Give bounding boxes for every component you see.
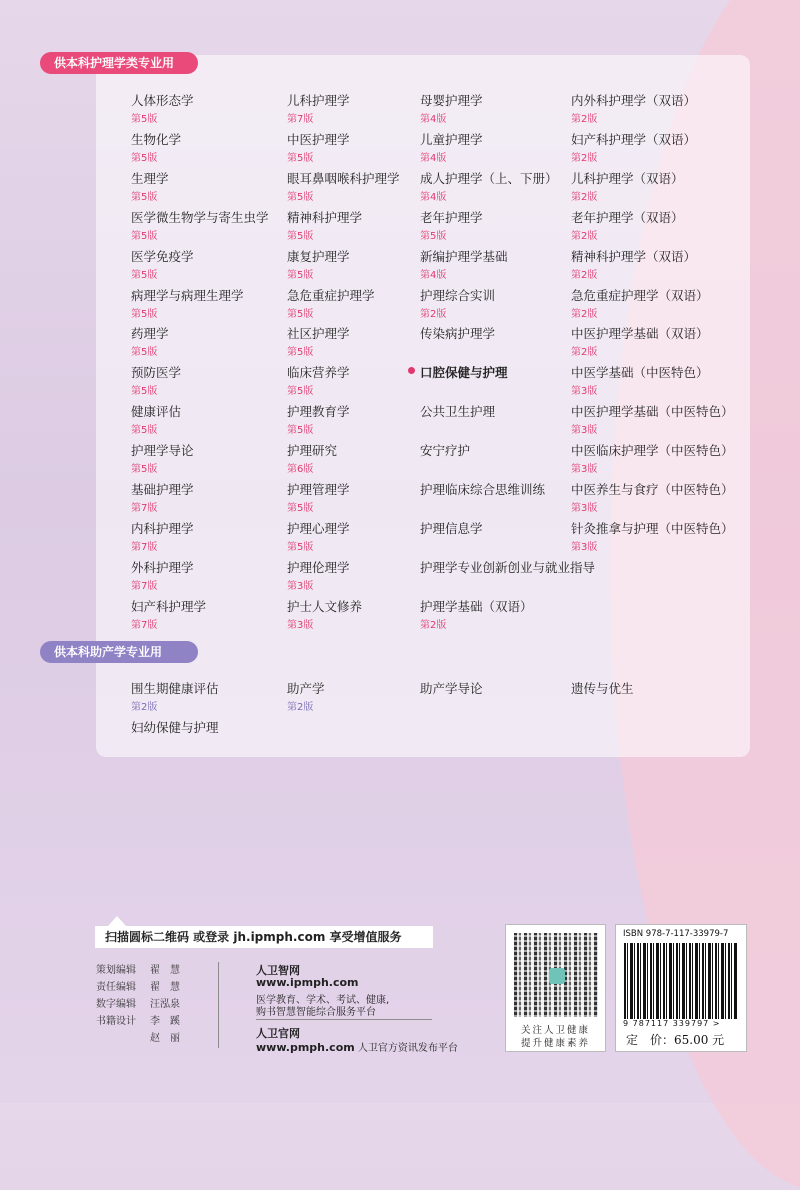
credit-row <box>96 1030 180 1047</box>
book-item <box>571 247 696 281</box>
book-title: 医学免疫学 <box>131 248 194 264</box>
nursing-section-tag: 供本科护理学类专业用 <box>40 52 198 74</box>
book-title: 急危重症护理学（双语） <box>571 287 709 303</box>
book-item <box>287 324 350 358</box>
credit-role: 数字编辑 <box>96 999 136 1010</box>
book-item <box>131 519 194 553</box>
book-title: 人体形态学 <box>131 93 194 108</box>
book-edition: 第3版 <box>571 425 598 437</box>
book-title: 健康评估 <box>131 404 182 420</box>
book-title: 护理信息学 <box>420 520 483 536</box>
book-item <box>287 558 350 592</box>
book-title: 康复护理学 <box>287 248 350 264</box>
book-edition: 第2版 <box>571 230 598 242</box>
book-item <box>571 480 734 514</box>
book-edition: 第5版 <box>287 503 314 514</box>
book-title: 护理研究 <box>287 443 338 459</box>
footer-divider-horizontal <box>256 1019 432 1020</box>
book-title: 中医养生与食疗（中医特色） <box>571 482 734 497</box>
book-edition: 第4版 <box>420 191 447 203</box>
book-edition: 第5版 <box>420 230 447 242</box>
book-edition: 第4版 <box>420 152 447 164</box>
book-item <box>131 679 219 713</box>
book-title: 护理学专业创新创业与就业指导 <box>420 559 596 575</box>
book-title: 生物化学 <box>131 131 182 147</box>
qr-logo-icon <box>549 968 565 984</box>
site1-name: 人卫智网 <box>256 964 300 977</box>
book-item <box>571 130 696 164</box>
credit-row <box>96 1013 180 1030</box>
book-item <box>287 208 362 242</box>
book-item <box>131 480 194 514</box>
book-edition: 第5版 <box>131 425 158 437</box>
book-title: 预防医学 <box>131 365 182 381</box>
book-edition: 第3版 <box>571 503 598 514</box>
book-item <box>420 286 495 320</box>
book-title: 护理管理学 <box>287 482 350 497</box>
book-title: 护理学导论 <box>131 443 194 459</box>
book-title: 中医护理学基础（中医特色） <box>571 404 734 420</box>
site2-desc: 人卫官方资讯发布平台 <box>357 1043 458 1054</box>
book-title: 安宁疗护 <box>420 443 471 459</box>
book-item <box>420 247 508 281</box>
book-title: 眼耳鼻咽喉科护理学 <box>287 170 400 186</box>
book-edition: 第2版 <box>571 114 598 125</box>
book-item <box>420 169 558 203</box>
book-item <box>420 208 483 242</box>
book-edition: 第2版 <box>571 191 598 203</box>
site1-desc2: 购书智慧智能综合服务平台 <box>256 1007 376 1018</box>
credit-name: 汪泓泉 <box>150 999 180 1010</box>
book-item <box>571 363 709 397</box>
book-edition: 第4版 <box>420 269 447 281</box>
credit-name: 翟 慧 <box>150 982 180 993</box>
scan-qr-instruction: 扫描圆标二维码 或登录 jh.ipmph.com 享受增值服务 <box>95 926 433 948</box>
book-title: 助产学导论 <box>420 681 483 696</box>
book-title: 妇幼保健与护理 <box>131 720 219 735</box>
book-item <box>287 286 375 320</box>
book-item <box>420 519 483 537</box>
book-title: 老年护理学 <box>420 209 483 225</box>
book-edition: 第2版 <box>287 702 314 713</box>
book-title: 护理综合实训 <box>420 287 496 303</box>
book-item <box>420 480 545 498</box>
book-item <box>420 679 483 697</box>
book-title: 护理学基础（双语） <box>420 598 533 614</box>
book-edition: 第3版 <box>287 619 314 631</box>
credit-row <box>96 996 180 1013</box>
book-item <box>287 597 362 631</box>
book-edition: 第5版 <box>131 114 158 125</box>
book-edition: 第5版 <box>131 269 158 281</box>
book-item <box>131 286 244 320</box>
price: 定 价：65.00 元 <box>626 1033 725 1047</box>
book-edition: 第7版 <box>131 503 158 514</box>
barcode-icon <box>624 943 738 1019</box>
book-item <box>287 247 350 281</box>
book-edition: 第5版 <box>287 269 314 281</box>
book-edition: 第2版 <box>420 308 447 320</box>
book-edition: 第2版 <box>420 619 447 631</box>
book-title: 中医临床护理学（中医特色） <box>571 443 734 459</box>
book-item <box>420 363 508 381</box>
book-title: 急危重症护理学 <box>287 287 375 303</box>
book-edition: 第7版 <box>131 580 158 592</box>
book-title: 精神科护理学 <box>287 209 363 225</box>
book-item <box>571 169 684 203</box>
book-edition: 第7版 <box>287 114 314 125</box>
book-title: 护理伦理学 <box>287 559 350 575</box>
book-title: 妇产科护理学（双语） <box>571 131 697 147</box>
qr-caption-2: 提升健康素养 <box>520 1038 590 1049</box>
book-item <box>287 169 400 203</box>
book-title: 护理心理学 <box>287 520 350 536</box>
book-item <box>131 441 194 475</box>
book-item <box>131 402 181 436</box>
book-edition: 第6版 <box>287 464 314 476</box>
isbn-digits: 9 787117 339797 > <box>623 1019 721 1028</box>
book-edition: 第2版 <box>571 308 598 320</box>
book-item <box>131 324 169 358</box>
book-item <box>287 679 325 713</box>
book-title: 精神科护理学（双语） <box>571 248 697 264</box>
book-edition: 第5版 <box>287 308 314 320</box>
book-edition: 第7版 <box>131 619 158 631</box>
book-edition: 第5版 <box>287 425 314 437</box>
book-edition: 第5版 <box>131 230 158 242</box>
book-title: 药理学 <box>131 326 169 342</box>
credit-row <box>96 962 180 979</box>
book-edition: 第2版 <box>571 269 598 281</box>
book-edition: 第5版 <box>287 541 314 553</box>
book-item <box>131 597 206 631</box>
book-title: 围生期健康评估 <box>131 681 219 696</box>
book-edition: 第3版 <box>571 541 598 553</box>
book-title: 中医学基础（中医特色） <box>571 365 709 381</box>
book-item <box>287 441 337 475</box>
book-title: 临床营养学 <box>287 365 350 381</box>
book-item <box>131 247 194 281</box>
book-item <box>420 130 483 164</box>
credit-name: 李 蹊 <box>150 1016 180 1027</box>
book-item <box>131 91 194 125</box>
book-title: 针灸推拿与护理（中医特色） <box>571 520 734 536</box>
site2-name: 人卫官网 <box>256 1027 300 1040</box>
book-title: 传染病护理学 <box>420 326 496 342</box>
qr-caption-1: 关注人卫健康 <box>520 1025 590 1036</box>
book-title: 内外科护理学（双语） <box>571 93 697 108</box>
book-title: 中医护理学 <box>287 131 350 147</box>
book-item <box>571 441 734 475</box>
book-item <box>571 324 709 358</box>
isbn-label: ISBN 978-7-117-33979-7 <box>623 929 729 939</box>
site2-url: www.pmph.com <box>256 1041 355 1054</box>
credit-role: 责任编辑 <box>96 982 136 993</box>
book-edition: 第5版 <box>287 386 314 398</box>
site1-url[interactable]: www.ipmph.com <box>256 976 359 989</box>
book-title: 护理临床综合思维训练 <box>420 482 546 497</box>
book-title: 妇产科护理学 <box>131 598 207 614</box>
book-edition: 第2版 <box>571 347 598 359</box>
book-edition: 第7版 <box>131 541 158 553</box>
book-item <box>571 402 734 436</box>
book-item <box>287 519 350 553</box>
book-item <box>420 597 533 631</box>
book-title: 中医护理学基础（双语） <box>571 326 709 342</box>
credit-name: 赵 丽 <box>150 1033 180 1044</box>
book-title: 老年护理学（双语） <box>571 209 684 225</box>
book-edition: 第5版 <box>131 464 158 476</box>
book-title: 成人护理学（上、下册） <box>420 170 558 186</box>
book-edition: 第4版 <box>420 114 447 125</box>
book-item <box>420 402 495 420</box>
book-edition: 第3版 <box>571 464 598 476</box>
qr-code-box <box>505 924 606 1052</box>
book-title: 助产学 <box>287 681 325 696</box>
book-item <box>287 130 350 164</box>
book-title: 社区护理学 <box>287 326 350 342</box>
book-edition: 第3版 <box>571 386 598 398</box>
book-title: 内科护理学 <box>131 520 194 536</box>
credit-role: 策划编辑 <box>96 965 136 976</box>
credit-name: 翟 慧 <box>150 965 180 976</box>
book-item <box>571 91 696 125</box>
book-edition: 第5版 <box>131 308 158 320</box>
book-item <box>131 208 269 242</box>
book-title: 儿科护理学（双语） <box>571 170 684 186</box>
book-title: 护理教育学 <box>287 404 350 420</box>
book-item <box>287 91 350 125</box>
book-edition: 第5版 <box>287 152 314 164</box>
book-title: 儿科护理学 <box>287 93 350 108</box>
book-edition: 第5版 <box>287 347 314 359</box>
site1-desc1: 医学教育、学术、考试、健康, <box>256 995 390 1006</box>
book-title: 口腔保健与护理 <box>420 365 508 381</box>
book-item <box>571 519 734 553</box>
book-title: 母婴护理学 <box>420 93 483 108</box>
book-item <box>420 441 470 459</box>
credit-row <box>96 979 180 996</box>
book-edition: 第2版 <box>131 702 158 713</box>
book-title: 护士人文修养 <box>287 598 363 614</box>
book-item <box>131 130 181 164</box>
book-item <box>287 480 350 514</box>
book-edition: 第5版 <box>131 347 158 359</box>
book-title: 遗传与优生 <box>571 681 634 696</box>
barcode-box <box>615 924 747 1052</box>
book-edition: 第5版 <box>287 230 314 242</box>
book-edition: 第5版 <box>131 152 158 164</box>
book-title: 病理学与病理生理学 <box>131 287 244 303</box>
book-title: 基础护理学 <box>131 482 194 497</box>
book-item <box>131 718 219 736</box>
book-item <box>420 91 483 125</box>
book-item <box>571 679 634 697</box>
book-item <box>420 324 495 342</box>
site2-url-line[interactable] <box>256 1039 458 1054</box>
book-item <box>571 286 709 320</box>
book-item <box>287 363 350 397</box>
editor-credits <box>96 962 180 1047</box>
book-title: 生理学 <box>131 170 169 186</box>
book-title: 外科护理学 <box>131 559 194 575</box>
book-edition: 第3版 <box>287 580 314 592</box>
scan-bar-notch <box>108 916 126 926</box>
book-title: 儿童护理学 <box>420 131 483 147</box>
book-title: 新编护理学基础 <box>420 248 508 264</box>
footer-divider-vertical <box>218 962 219 1048</box>
book-edition: 第5版 <box>131 386 158 398</box>
book-edition: 第5版 <box>131 191 158 203</box>
book-title: 医学微生物学与寄生虫学 <box>131 209 269 225</box>
book-edition: 第2版 <box>571 152 598 164</box>
midwifery-section-tag: 供本科助产学专业用 <box>40 641 198 663</box>
book-item <box>131 558 194 592</box>
book-title: 公共卫生护理 <box>420 404 496 420</box>
book-item <box>131 169 169 203</box>
book-item <box>571 208 684 242</box>
credit-role: 书籍设计 <box>96 1016 136 1027</box>
book-item <box>420 558 595 576</box>
book-item <box>287 402 350 436</box>
book-item <box>131 363 181 397</box>
book-edition: 第5版 <box>287 191 314 203</box>
